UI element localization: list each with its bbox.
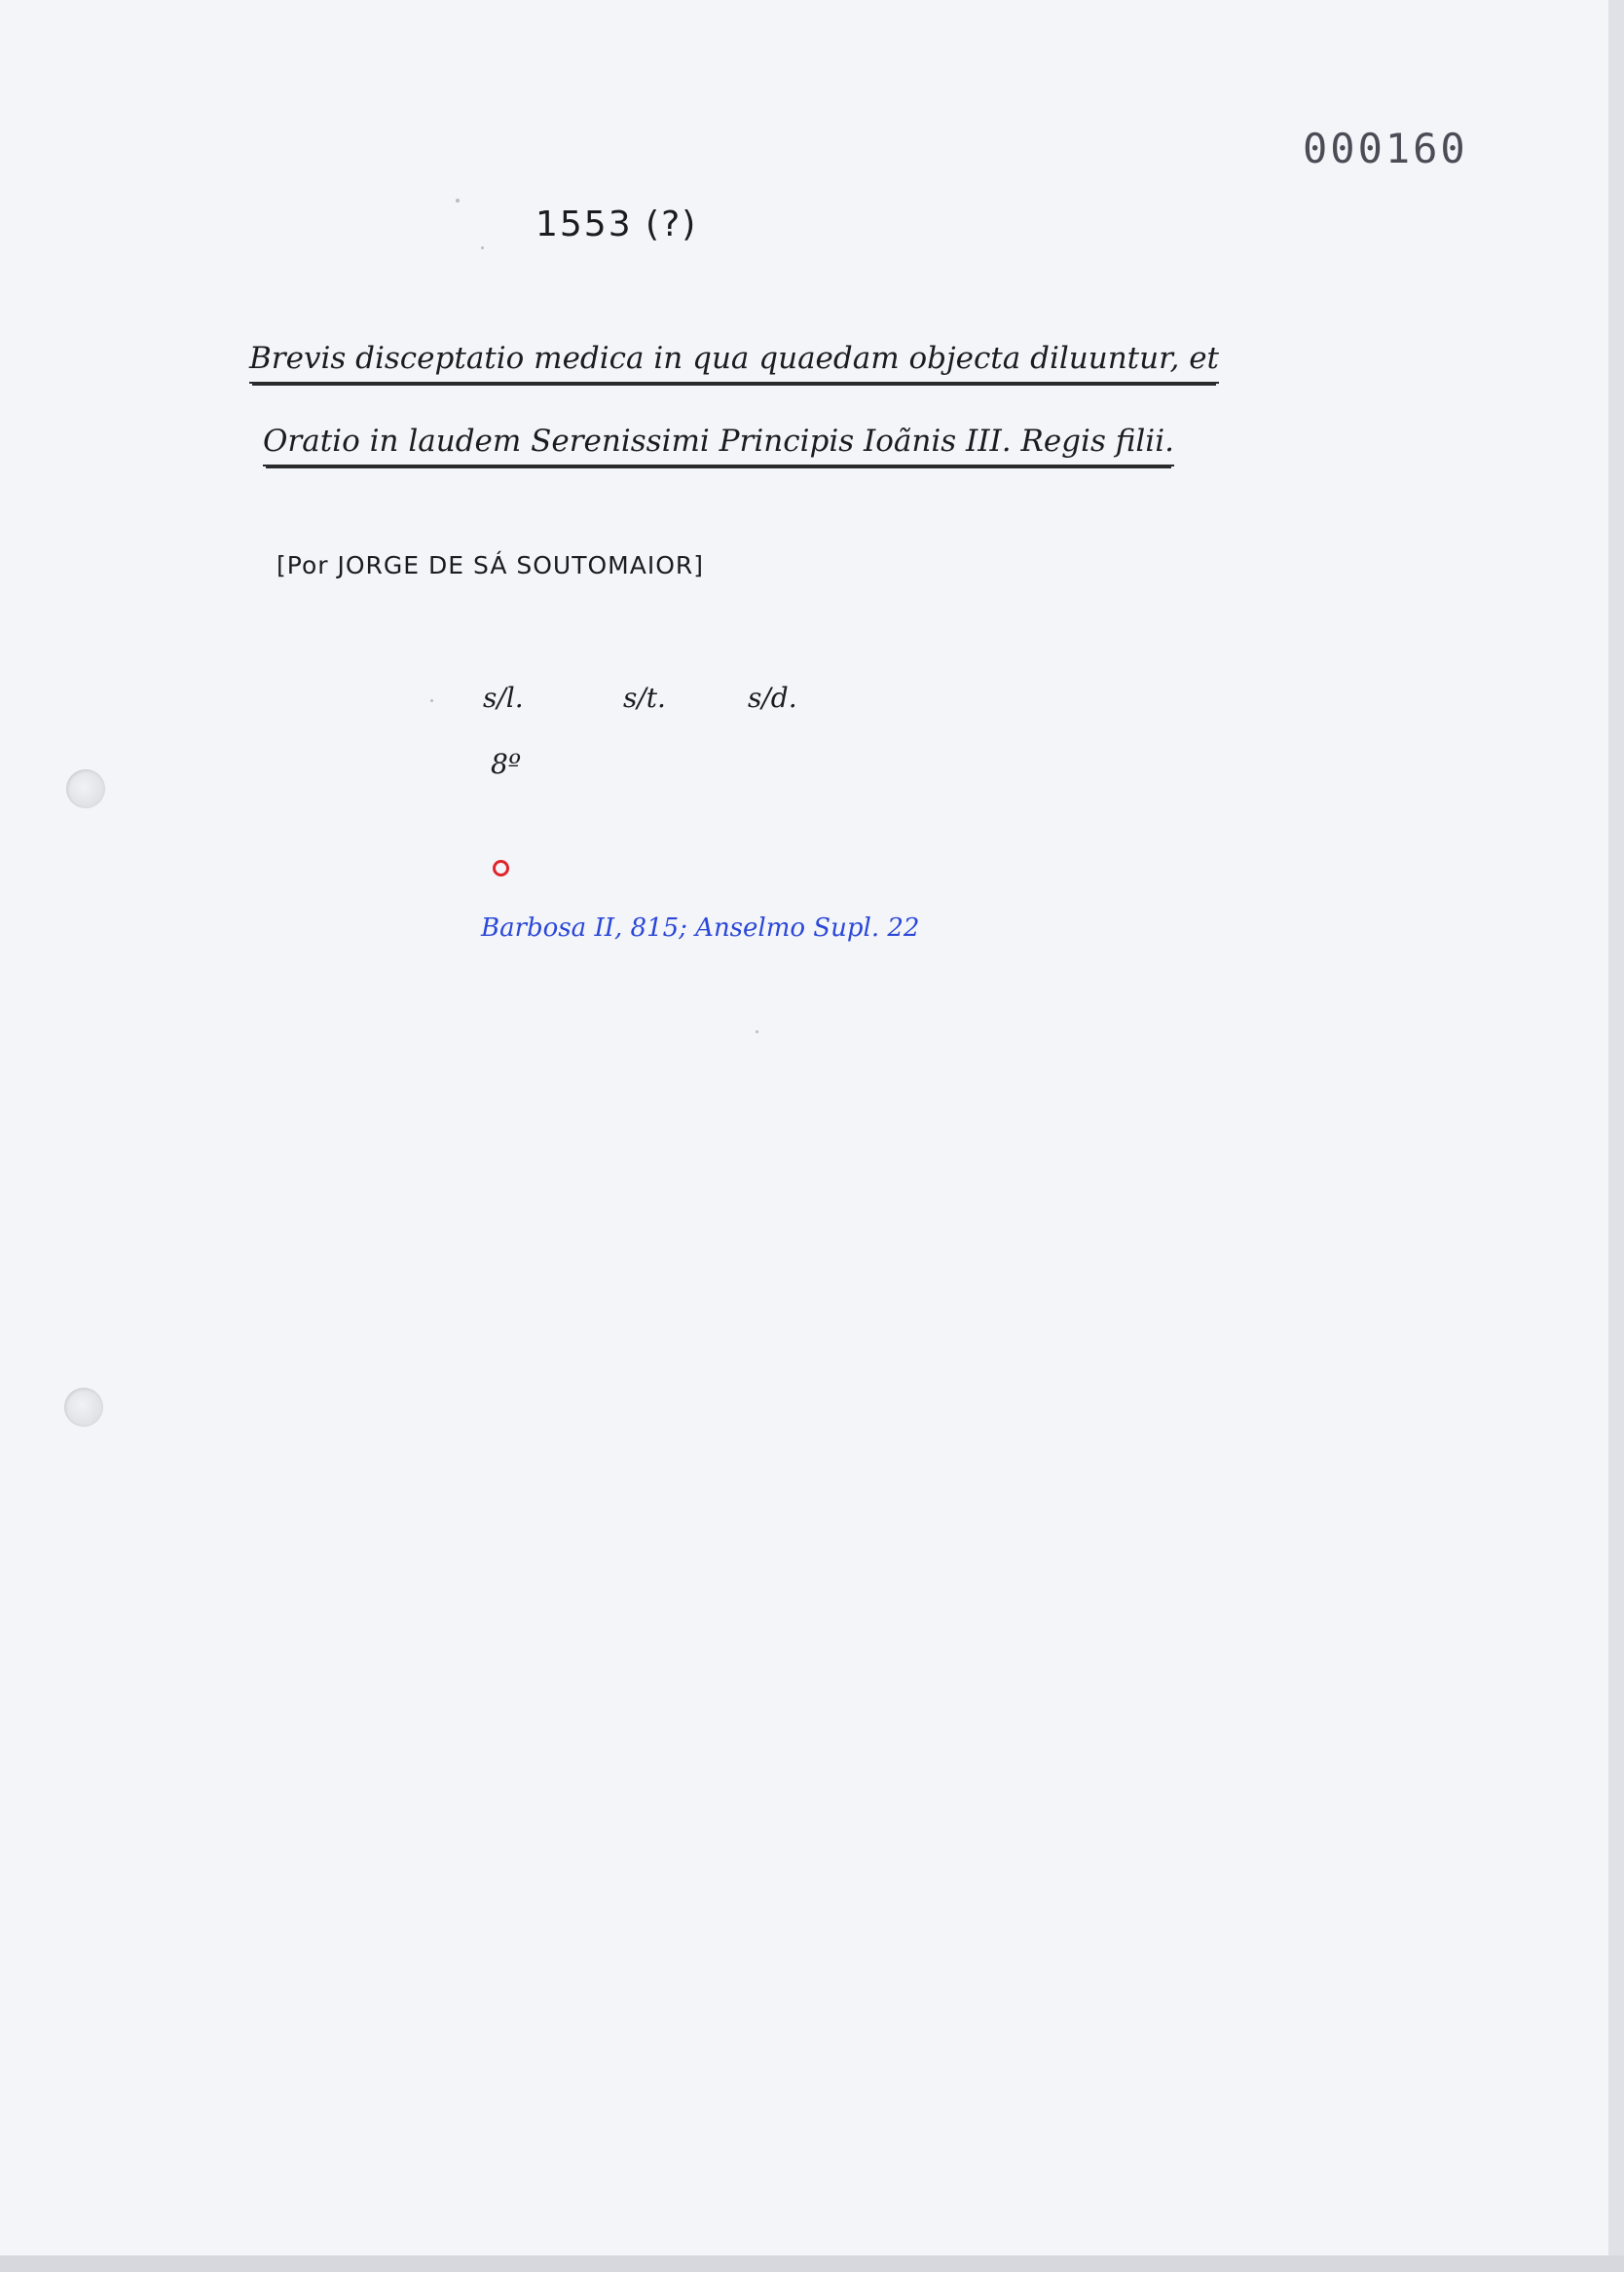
title-line-1: Brevis disceptatio medica in qua quaedam objecta diluuntur, et (249, 341, 1219, 384)
punch-hole-bottom (64, 1388, 103, 1427)
paper-speck (430, 699, 433, 702)
punch-hole-top (66, 769, 105, 808)
title-line-2: Oratio in laudem Serenissimi Principis Ioãnis III. Regis filii. (263, 424, 1174, 466)
book-format: 8º (491, 748, 521, 780)
author-attribution: [Por JORGE DE SÁ SOUTOMAIOR] (277, 551, 705, 579)
paper-speck (756, 1030, 758, 1033)
paper-speck (481, 246, 484, 249)
stamp-number: 000160 (1303, 125, 1468, 172)
publication-date: 1553 (?) (535, 205, 698, 244)
imprint-place: s/l. (483, 682, 524, 714)
imprint-printer: s/t. (623, 682, 666, 714)
paper-speck (456, 199, 460, 203)
page-edge-bottom (0, 2255, 1624, 2272)
red-circle-mark (493, 860, 509, 876)
bibliographic-references: Barbosa II, 815; Anselmo Supl. 22 (481, 913, 920, 943)
imprint-date: s/d. (748, 682, 797, 714)
page-edge-right (1608, 0, 1624, 2272)
